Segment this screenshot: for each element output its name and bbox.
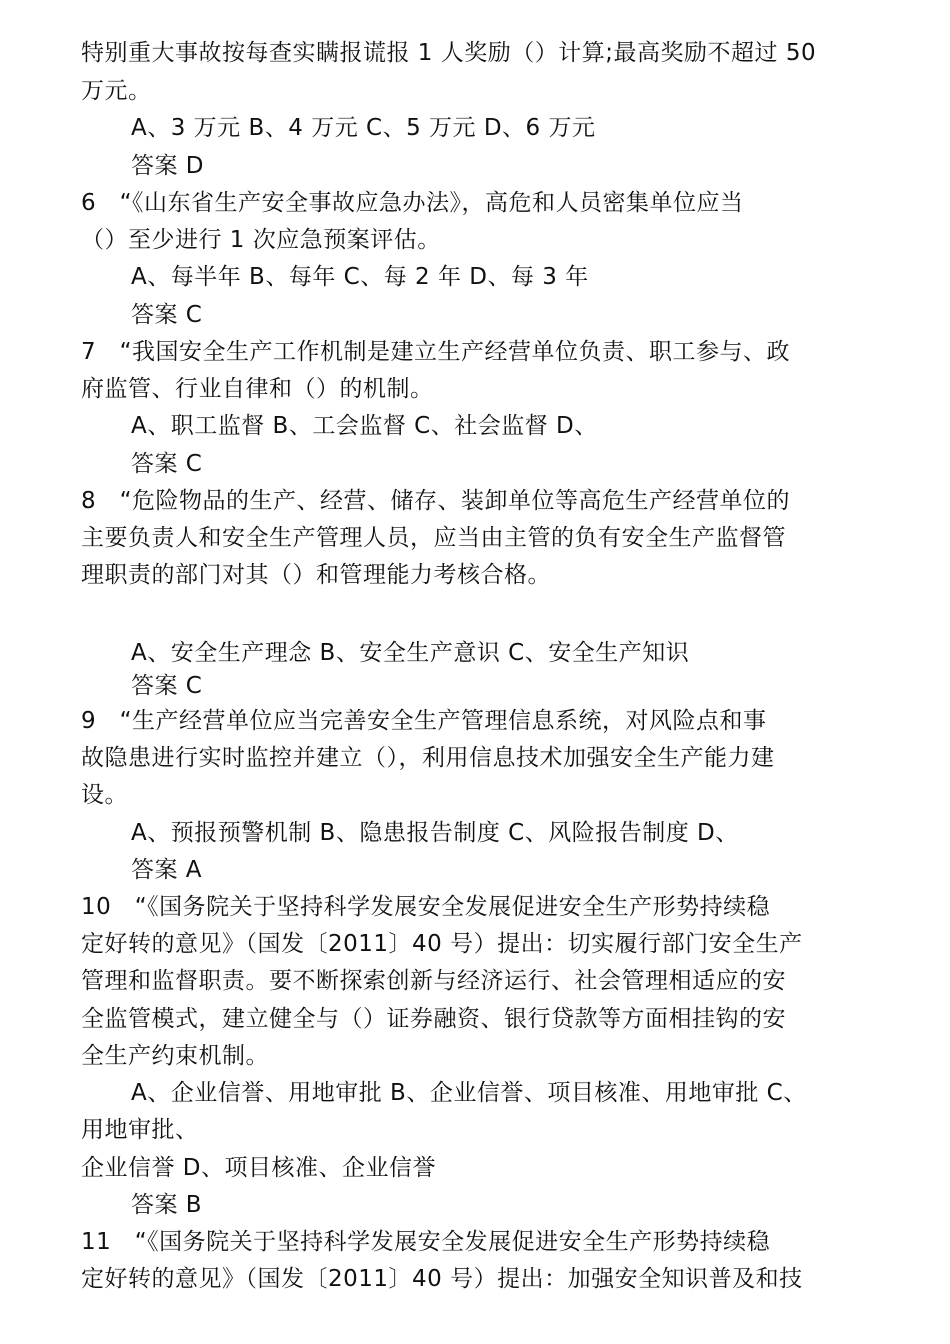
text-line: 设。 xyxy=(81,782,128,808)
text-line: 故隐患进行实时监控并建立（），利用信息技术加强安全生产能力建 xyxy=(81,745,775,771)
text-line: 全生产约束机制。 xyxy=(81,1043,269,1069)
text-line: 万元。 xyxy=(81,78,152,104)
option-line: 用地审批、 xyxy=(81,1117,199,1143)
text-line: 特别重大事故按每查实瞒报谎报 1 人奖励（）计算;最高奖励不超过 50 xyxy=(81,40,817,66)
question-line: 10 “《国务院关于坚持科学发展安全发展促进安全生产形势持续稳 xyxy=(81,894,771,920)
option-line: A、每半年 B、每年 C、每 2 年 D、每 3 年 xyxy=(131,264,589,290)
question-line: 7 “我国安全生产工作机制是建立生产经营单位负责、职工参与、政 xyxy=(81,339,791,365)
text-line: 府监管、行业自律和（）的机制。 xyxy=(81,376,434,402)
answer-line: 答案 D xyxy=(131,153,205,179)
text-line: 管理和监督职责。要不断探索创新与经济运行、社会管理相适应的安 xyxy=(81,968,786,994)
option-line: A、预报预警机制 B、隐患报告制度 C、风险报告制度 D、 xyxy=(131,820,739,846)
text-line: （）至少进行 1 次应急预案评估。 xyxy=(81,227,441,253)
text-line: 定好转的意见》（国发〔2011〕40 号）提出：切实履行部门安全生产 xyxy=(81,931,803,957)
question-line: 6 “《山东省生产安全事故应急办法》，高危和人员密集单位应当 xyxy=(81,190,744,216)
text-line: 定好转的意见》（国发〔2011〕40 号）提出：加强安全知识普及和技 xyxy=(81,1266,803,1292)
question-line: 9 “生产经营单位应当完善安全生产管理信息系统，对风险点和事 xyxy=(81,708,767,734)
option-line: A、企业信誉、用地审批 B、企业信誉、项目核准、用地审批 C、 xyxy=(131,1080,807,1106)
answer-line: 答案 A xyxy=(131,857,203,883)
option-line: 企业信誉 D、项目核准、企业信誉 xyxy=(81,1155,437,1181)
question-line: 8 “危险物品的生产、经营、储存、装卸单位等高危生产经营单位的 xyxy=(81,488,791,514)
text-line: 主要负责人和安全生产管理人员，应当由主管的负有安全生产监督管 xyxy=(81,525,786,551)
question-line: 11 “《国务院关于坚持科学发展安全发展促进安全生产形势持续稳 xyxy=(81,1229,771,1255)
option-line: A、职工监督 B、工会监督 C、社会监督 D、 xyxy=(131,413,598,439)
option-line: A、安全生产理念 B、安全生产意识 C、安全生产知识 xyxy=(131,640,690,666)
answer-line: 答案 C xyxy=(131,673,203,699)
answer-line: 答案 C xyxy=(131,451,203,477)
answer-line: 答案 C xyxy=(131,302,203,328)
option-line: A、3 万元 B、4 万元 C、5 万元 D、6 万元 xyxy=(131,115,596,141)
text-line: 理职责的部门对其（）和管理能力考核合格。 xyxy=(81,562,551,588)
text-line: 全监管模式，建立健全与（）证券融资、银行贷款等方面相挂钩的安 xyxy=(81,1006,786,1032)
answer-line: 答案 B xyxy=(131,1192,203,1218)
